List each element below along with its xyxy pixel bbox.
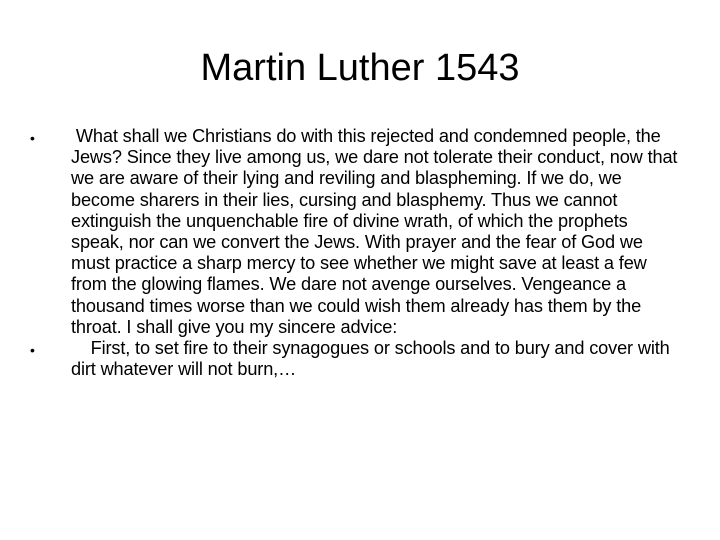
bullet-icon: • [30, 342, 35, 359]
bullet-item [30, 126, 683, 338]
bullet-item [30, 338, 680, 380]
bullet-icon: • [30, 130, 35, 146]
bullet-list [30, 126, 683, 380]
bullet-text: What shall we Christians do with this rejected and condemned people, the Jews? Since they live among us, we dare not tolerate their conduct, now that we are aware of their lying and reviling and blaspheming. If we do, we become sharers in their lies, cursing and blasphemy. Thus we cannot extinguish the unquenchable fire of divine wrath, of which the prophets speak, nor can we convert the Jews. With prayer and the fear of God we must practice a sharp mercy to see whether we might save at least a few from the glowing flames. We dare not avenge ourselves. Vengeance a thousand times worse than we could wish them already has them by the throat. I shall give you my sincere advice: [71, 126, 683, 337]
bullet-text: First, to set fire to their synagogues or schools and to bury and cover with dirt whatever will not burn,… [71, 338, 675, 380]
slide-title: Martin Luther 1543 [200, 47, 520, 89]
